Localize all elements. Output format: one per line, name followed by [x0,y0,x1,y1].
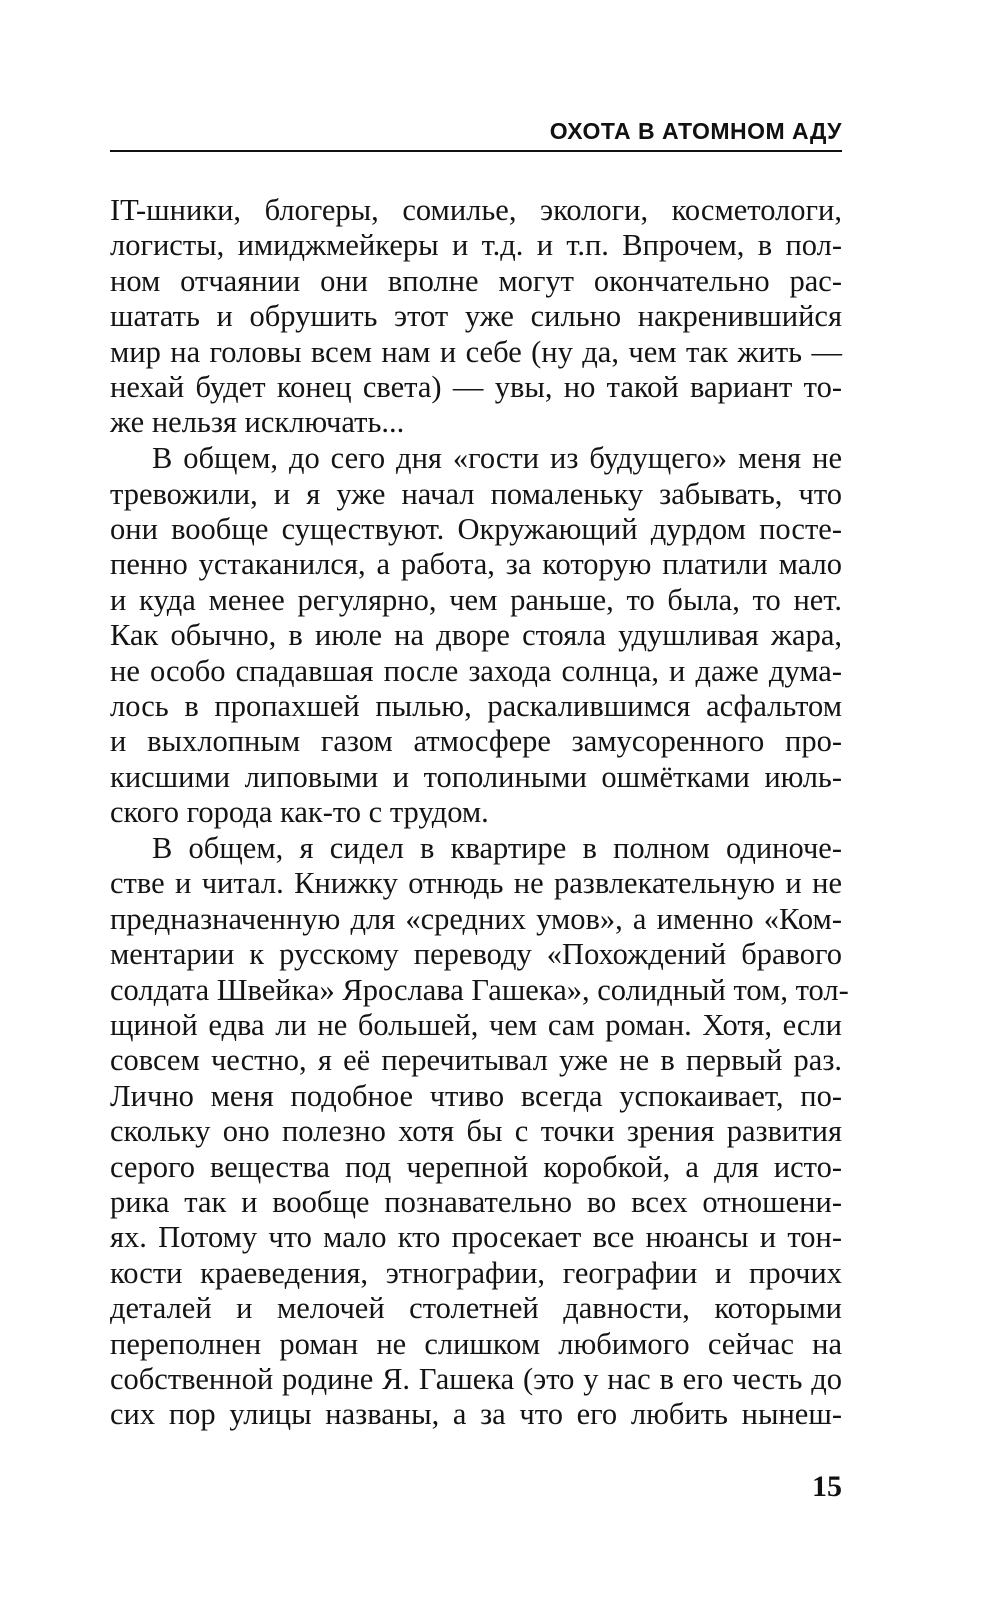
text-line: мир на головы всем нам и себе (ну да, чем так жить — [110,334,842,369]
text-line: и куда менее регулярно, чем раньше, то была, то нет. [110,582,842,617]
text-line: ях. Потому что мало кто просекает все нюансы и тон- [110,1220,842,1255]
text-line: не особо спадавшая после захода солнца, и даже дума- [110,653,842,688]
text-line: В общем, до сего дня «гости из будущего» меня не [152,441,842,476]
text-line: лось в пропахшей пылью, раскалившимся асфальтом [110,688,842,723]
text-line: логисты, имиджмейкеры и т.д. и т.п. Впрочем, в пол- [110,228,842,263]
text-line: предназначенную для «средних умов», а именно «Ком- [110,901,842,936]
text-line: кости краеведения, этнографии, географии и прочих [110,1255,842,1290]
text-line: сих пор улицы названы, а за что его любить нынеш- [110,1397,842,1432]
text-line: щиной едва ли не большей, чем сам роман. Хотя, если [110,1007,842,1042]
text-line: Лично меня подобное чтиво всегда успокаивает, по- [110,1078,842,1113]
text-line: ментарии к русскому переводу «Похождений бравого [110,937,842,972]
text-line: кисшими липовыми и тополиными ошмётками июль- [110,759,842,794]
text-line: солдата Швейка» Ярослава Гашека», солидный том, тол- [110,972,849,1007]
paragraph-1 [110,193,842,441]
text-line: ном отчаянии они вполне могут окончательно рас- [110,263,842,298]
header-rule [110,150,842,152]
text-line: собственной родине Я. Гашека (это у нас в его честь до [110,1361,842,1396]
text-line: тревожили, и я уже начал помаленьку забывать, что [110,476,842,511]
text-line: они вообще существуют. Окружающий дурдом посте- [110,512,842,547]
paragraph-3 [110,831,849,1433]
text-line: деталей и мелочей столетней давности, которыми [110,1291,842,1326]
text-line: серого вещества под черепной коробкой, а для исто- [110,1149,842,1184]
text-line: рика так и вообще познавательно во всех отношени- [110,1184,842,1219]
text-line: совсем честно, я её перечитывал уже не в первый раз. [110,1043,842,1078]
text-line: стве и читал. Книжку отнюдь не развлекательную и не [110,866,842,901]
body-text [110,193,849,1433]
text-line: Как обычно, в июле на дворе стояла удушливая жара, [110,618,842,653]
page-number: 15 [812,1470,842,1503]
text-line: пенно устаканился, а работа, за которую платили мало [110,547,842,582]
text-line: переполнен роман не слишком любимого сейчас на [110,1326,842,1361]
paragraph-2 [110,441,842,830]
text-line: же нельзя исключать... [110,405,405,440]
text-line: ского города как-то с трудом. [110,795,489,830]
text-line: нехай будет конец света) — увы, но такой вариант то- [110,369,842,404]
running-head: ОХОТА В АТОМНОМ АДУ [549,118,842,144]
text-line: и выхлопным газом атмосфере замусоренного про- [110,724,842,759]
text-line: IT-шники, блогеры, сомилье, экологи, косметологи, [110,193,842,227]
text-line: В общем, я сидел в квартире в полном одиноче- [152,831,842,866]
text-line: шатать и обрушить этот уже сильно накренившийся [110,299,842,334]
text-line: скольку оно полезно хотя бы с точки зрения развития [110,1114,842,1149]
